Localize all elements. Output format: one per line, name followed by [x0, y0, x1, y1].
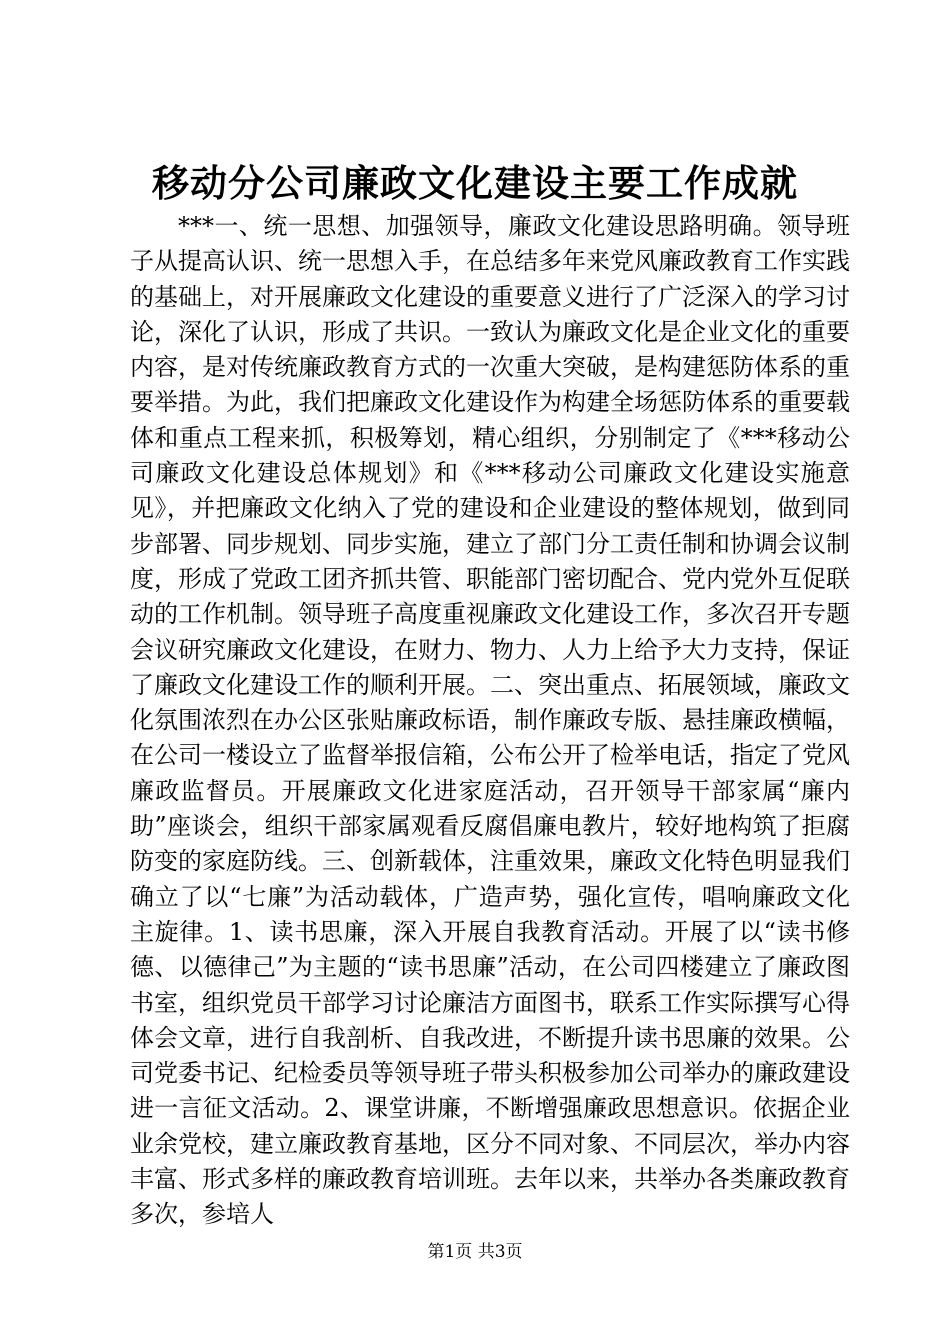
page-number-footer: 第1页 共3页	[427, 1242, 523, 1262]
document-body-paragraph: ***一、统一思想、加强领导，廉政文化建设思路明确。领导班子从提高认识、统一思想入手，在总结多年来党风廉政教育工作实践的基础上，对开展廉政文化建设的重要意义进行了广泛深入的学习讨论，深化了认识，形成了共识。一致认为廉政文化是企业文化的重要内容，是对传统廉政教育方式的一次重大突破，是构建惩防体系的重要举措。为此，我们把廉政文化建设作为构建全场惩防体系的重要载体和重点工程来抓，积极筹划，精心组织，分别制定了《***移动公司廉政文化建设总体规划》和《***移动公司廉政文化建设实施意见》，并把廉政文化纳入了党的建设和企业建设的整体规划，做到同步部署、同步规划、同步实施，建立了部门分工责任制和协调会议制度，形成了党政工团齐抓共管、职能部门密切配合、党内党外互促联动的工作机制。领导班子高度重视廉政文化建设工作，多次召开专题会议研究廉政文化建设，在财力、物力、人力上给予大力支持，保证了廉政文化建设工作的顺利开展。二、突出重点、拓展领域，廉政文化氛围浓烈在办公区张贴廉政标语，制作廉政专版、悬挂廉政横幅，在公司一楼设立了监督举报信箱，公布公开了检举电话，指定了党风廉政监督员。开展廉政文化进家庭活动，召开领导干部家属“廉内助”座谈会，组织干部家属观看反腐倡廉电教片，较好地构筑了拒腐防变的家庭防线。三、创新载体，注重效果，廉政文化特色明显我们确立了以“七廉”为活动载体，广造声势，强化宣传，唱响廉政文化主旋律。1、读书思廉，深入开展自我教育活动。开展了以“读书修德、以德律己”为主题的“读书思廉”活动，在公司四楼建立了廉政图书室，组织党员干部学习讨论廉洁方面图书，联系工作实际撰写心得体会文章，进行自我剖析、自我改进，不断提升读书思廉的效果。公司党委书记、纪检委员等领导班子带头积极参加公司举办的廉政建设进一言征文活动。2、课堂讲廉，不断增强廉政思想意识。依据企业业余党校，建立廉政教育基地，区分不同对象、不同层次，举办内容丰富、形式多样的廉政教育培训班。去年以来，共举办各类廉政教育多次，参培人	[130, 212, 850, 1229]
document-title: 移动分公司廉政文化建设主要工作成就	[152, 161, 798, 205]
